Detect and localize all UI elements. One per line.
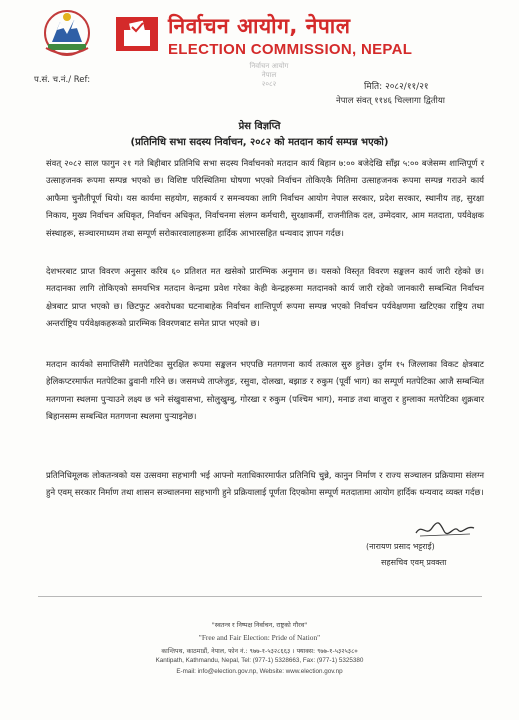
election-commission-logo-icon	[115, 16, 159, 52]
reference-label: प.सं. च.नं./ Ref:	[34, 75, 91, 85]
document-subtitle: (प्रतिनिधि सभा सदस्य निर्वाचन, २०८२ को मतदान कार्य सम्पन्न भएको)	[130, 137, 389, 148]
document-title: प्रेस विज्ञप्ति	[238, 121, 281, 132]
date-line: मिति: २०८२/११/२१	[364, 82, 429, 92]
footer-address-english: Kantipath, Kathmandu, Nepal, Tel: (977-1) 5328663, Fax: (977-1) 5325380	[155, 657, 364, 664]
body-paragraph: प्रतिनिधिमूलक लोकतन्त्रको यस उत्सवमा सहभागी भई आफ्नो मताधिकारमार्फत प्रतिनिधि चुन्ने, कानुन निर्माण र राज्य सञ्चालन प्रक्रियामा संलग्न हुने एवम् सरकार निर्माण तथा शासन सञ्चालनमा सहभागी हुने प्रक्रियालाई पूर्णता दिएकोमा सम्पूर्ण मतदातामा आयोग हार्दिक धन्यवाद व्यक्त गर्दछ।	[46, 470, 484, 498]
footer-slogan-nepali: "स्वतन्त्र र निष्पक्ष निर्वाचन, राष्ट्रको गौरव"	[211, 621, 308, 629]
signatory-name: (नारायण प्रसाद भट्टराई)	[366, 542, 435, 551]
nepal-emblem-icon	[38, 8, 96, 58]
footer-contact: E-mail: info@election.gov.np, Website: www.election.gov.np	[176, 668, 343, 675]
handwritten-signature	[414, 519, 476, 539]
footer-address-nepali: कान्तिपथ, काठमाडौं, नेपाल, फोन नं.: ९७७-१-५३२८६६३ । फ्याक्स: ९७७-१-५३२५३८०	[161, 648, 358, 655]
org-name-english: ELECTION COMMISSION, NEPAL	[168, 41, 413, 58]
body-paragraph: मतदान कार्यको समाप्तिसँगै मतपेटिका सुरक्षित रूपमा सङ्कलन भएपछि मतगणना कार्य तत्काल सुरु हुनेछ। दुर्गम १५ जिल्लाका विकट क्षेत्रबाट हेलिकप्टरमार्फत मतपेटिका ढुवानी गरिने छ। जसमध्ये ताप्लेजुङ, रसुवा, दोलखा, बझाङ र रुकुम (पूर्वी भाग) का सम्पूर्ण मतपेटिका आजै सम्बन्धित मतगणना स्थलमा पुऱ्याउने लक्ष्य छ भने संखुवासभा, सोलुखुम्बु, गोरखा र रुकुम (पश्चिम भाग), मनाङ तथा बाजुरा र हुम्लाका मतपेटिका शुक्रबार बिहानसम्म सम्बन्धित मतगणना स्थलमा पुऱ्याइनेछ।	[46, 359, 484, 422]
footer-slogan-english: "Free and Fair Election: Pride of Nation"	[198, 633, 321, 642]
body-paragraph: संवत् २०८२ साल फागुन २१ गते बिहीबार प्रतिनिधि सभा सदस्य निर्वाचनको मतदान कार्य बिहान ७:०० बजेदेखि साँझ ५:०० बजेसम्म शान्तिपूर्ण र उत्साहजनक रूपमा सम्पन्न भएको छ। विशिष्ट परिस्थितिमा घोषणा भएको निर्वाचन तोकिएकै मितिमा उत्साहजनक रूपमा सम्पन्न गराउने कार्य आफैमा चुनौतीपूर्ण थियो। यस कार्यमा सहयोग, सहकार्य र समन्वयका लागि निर्वाचन आयोग नेपाल सरकार, प्रदेश सरकार, स्थानीय तह, सुरक्षा निकाय, मुख्य निर्वाचन अधिकृत, निर्वाचन अधिकृत, निर्वाचनमा संलग्न कर्मचारी, सुरक्षाकर्मी, राजनीतिक दल, उम्मेदवार, आम मतदाता, पर्यवेक्षक संस्थाहरू, सञ्चारमाध्यम तथा सम्पूर्ण सरोकारवालाहरूमा हार्दिक आभारसहित धन्यवाद ज्ञापन गर्दछ।	[46, 158, 484, 238]
nepal-sambat-date: नेपाल संवत् ११४६ चिल्लागा द्वितीया	[336, 96, 445, 106]
signatory-title: सहसचिव एवम् प्रवक्ता	[381, 558, 447, 567]
org-name-nepali: निर्वाचन आयोग, नेपाल	[168, 14, 351, 38]
body-paragraph: देशभरबाट प्राप्त विवरण अनुसार करिब ६० प्रतिशत मत खसेको प्रारम्भिक अनुमान छ। यसको विस्तृत विवरण सङ्कलन कार्य जारी रहेको छ। मतदानका लागि तोकिएको समयभित्र मतदान केन्द्रमा प्रवेश गरेका केही केन्द्रहरूमा मतदानको कार्य जारी रहेको जानकारी सम्बन्धित निर्वाचन क्षेत्रबाट प्राप्त भएको छ। छिटफुट अवरोधका घटनाबाहेक निर्वाचन शान्तिपूर्ण रूपमा सम्पन्न भएको निर्वाचन पर्यवेक्षणमा खटिएका राष्ट्रिय तथा अन्तर्राष्ट्रिय पर्यवेक्षकहरूको प्रारम्भिक विवरणबाट समेत प्राप्त भएको छ।	[46, 266, 484, 329]
footer-divider	[38, 596, 482, 597]
official-stamp: निर्वाचन आयोग नेपाल २०८२	[249, 62, 289, 88]
